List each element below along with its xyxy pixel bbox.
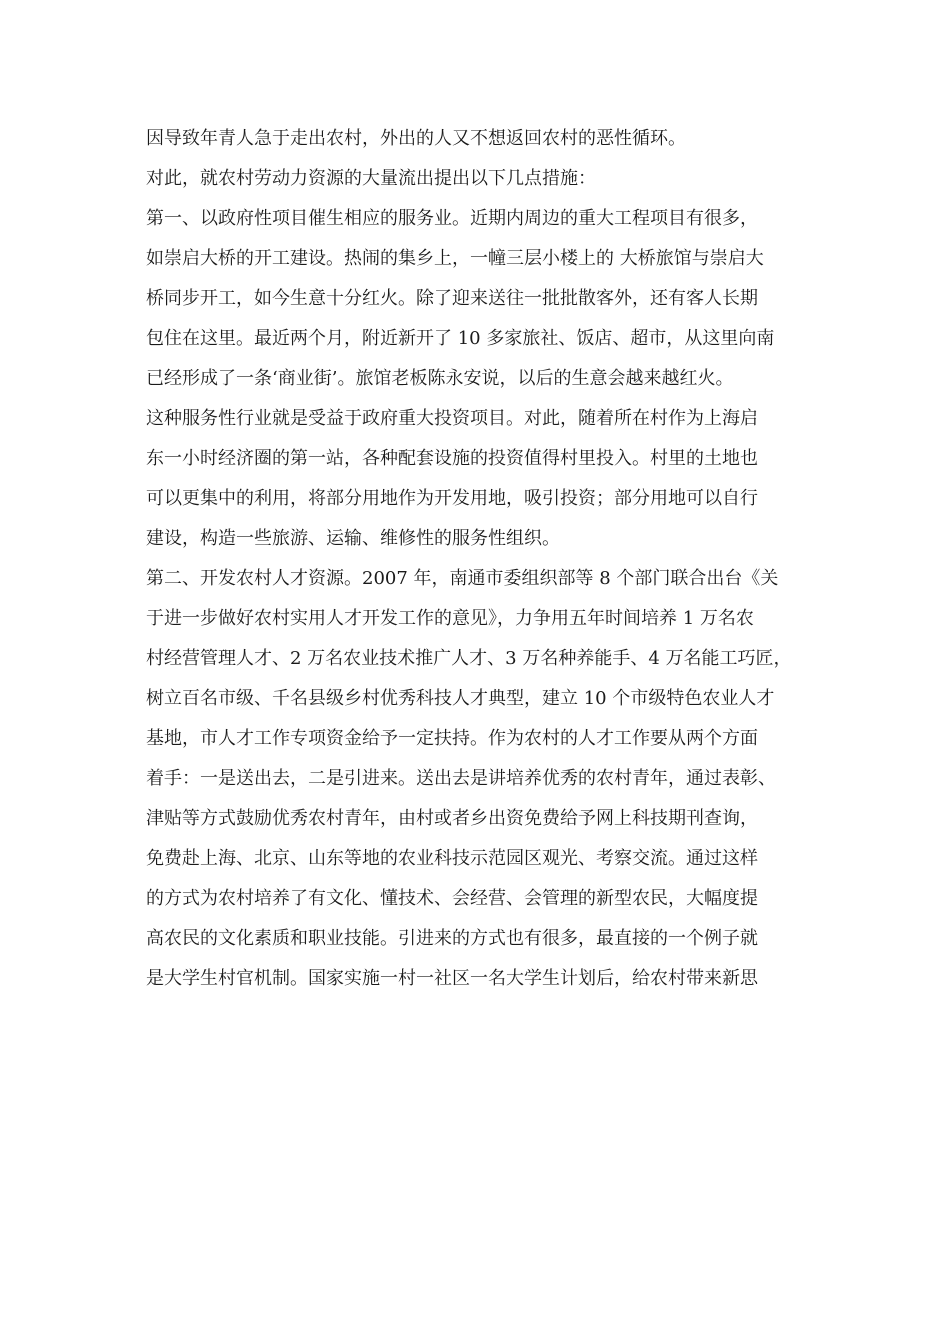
text-line: 于进一步做好农村实用人才开发工作的意见》，力争用五年时间培养 1 万名农 bbox=[146, 608, 754, 629]
text-line: 如崇启大桥的开工建设。热闹的集乡上，一幢三层小楼上的 大桥旅馆与崇启大 bbox=[146, 248, 764, 269]
body-text bbox=[146, 119, 836, 999]
text-line: 树立百名市级、千名县级乡村优秀科技人才典型，建立 10 个市级特色农业人才 bbox=[146, 688, 775, 709]
text-line: 已经形成了一条‘商业街’。旅馆老板陈永安说，以后的生意会越来越红火。 bbox=[146, 368, 734, 389]
text-line: 免费赴上海、北京、山东等地的农业科技示范园区观光、考察交流。通过这样 bbox=[146, 848, 758, 869]
text-line: 第二、开发农村人才资源。2007 年，南通市委组织部等 8 个部门联合出台《关 bbox=[146, 568, 779, 589]
text-line: 可以更集中的利用，将部分用地作为开发用地，吸引投资；部分用地可以自行 bbox=[146, 488, 758, 509]
text-line: 的方式为农村培养了有文化、懂技术、会经营、会管理的新型农民，大幅度提 bbox=[146, 888, 758, 909]
text-line: 基地，市人才工作专项资金给予一定扶持。作为农村的人才工作要从两个方面 bbox=[146, 728, 758, 749]
text-line: 东一小时经济圈的第一站，各种配套设施的投资值得村里投入。村里的土地也 bbox=[146, 448, 758, 469]
text-line: 津贴等方式鼓励优秀农村青年，由村或者乡出资免费给予网上科技期刊查询， bbox=[146, 808, 758, 829]
text-line: 建设，构造一些旅游、运输、维修性的服务性组织。 bbox=[146, 528, 560, 549]
text-line: 包住在这里。最近两个月，附近新开了 10 多家旅社、饭店、超市，从这里向南 bbox=[146, 328, 775, 349]
text-line: 这种服务性行业就是受益于政府重大投资项目。对此，随着所在村作为上海启 bbox=[146, 408, 758, 429]
text-line: 是大学生村官机制。国家实施一村一社区一名大学生计划后，给农村带来新思 bbox=[146, 968, 758, 989]
text-line: 对此，就农村劳动力资源的大量流出提出以下几点措施： bbox=[146, 168, 596, 189]
text-line: 着手：一是送出去，二是引进来。送出去是讲培养优秀的农村青年，通过表彰、 bbox=[146, 768, 776, 789]
text-line: 高农民的文化素质和职业技能。引进来的方式也有很多，最直接的一个例子就 bbox=[146, 928, 758, 949]
text-line: 村经营管理人才、2 万名农业技术推广人才、3 万名种养能手、4 万名能工巧匠， bbox=[146, 648, 792, 669]
text-line: 桥同步开工，如今生意十分红火。除了迎来送往一批批散客外，还有客人长期 bbox=[146, 288, 758, 309]
text-line: 因导致年青人急于走出农村，外出的人又不想返回农村的恶性循环。 bbox=[146, 128, 686, 149]
text-line: 第一、以政府性项目催生相应的服务业。近期内周边的重大工程项目有很多， bbox=[146, 208, 758, 229]
